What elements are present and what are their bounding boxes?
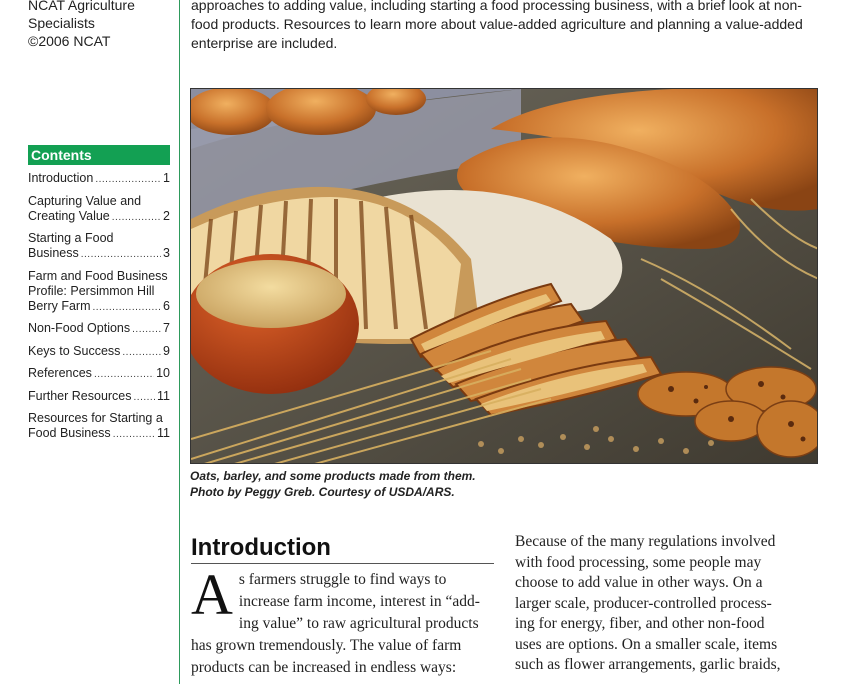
photo-caption xyxy=(190,468,820,500)
toc-entry-label: Introduction xyxy=(28,171,94,185)
toc-entry-row xyxy=(28,366,170,382)
publisher-line: Specialists xyxy=(28,15,95,31)
toc-entry[interactable] xyxy=(28,171,170,187)
toc-entry[interactable] xyxy=(28,344,170,360)
toc-entry-label: Food Business xyxy=(28,426,111,440)
body-line: has grown tremendously. The value of farm xyxy=(191,637,462,654)
toc-page-number: 3 xyxy=(163,246,170,260)
drop-cap: A xyxy=(191,562,233,627)
abstract-line: approaches to adding value, including starting a food processing business, with a brief look at non- xyxy=(191,0,802,13)
toc-leader-dots xyxy=(94,367,154,382)
toc-entry-label: Berry Farm xyxy=(28,298,91,313)
caption-credit: Photo by Peggy Greb. Courtesy of USDA/ARS. xyxy=(190,485,455,499)
toc-leader-dots xyxy=(132,322,161,337)
toc-entry-label: Starting a Food xyxy=(28,231,114,245)
body-line: products can be increased in endless ways: xyxy=(191,659,457,676)
sidebar xyxy=(0,0,180,684)
grain-products-photo xyxy=(190,88,818,464)
body-column-right xyxy=(515,532,818,676)
body-line: ing for energy, fiber, and other non-food xyxy=(515,615,765,632)
toc-leader-dots xyxy=(134,390,156,405)
toc-list xyxy=(28,171,170,442)
toc-entry-row xyxy=(28,209,170,225)
toc-entry-label: Keys to Success xyxy=(28,343,121,358)
body-line: s farmers struggle to find ways to xyxy=(238,571,447,588)
toc-entry-row xyxy=(28,246,170,262)
table-of-contents xyxy=(28,145,170,449)
body-line: with food processing, some people may xyxy=(515,553,762,571)
toc-entry-label-line xyxy=(28,231,170,246)
toc-entry-label: Further Resources xyxy=(28,388,132,403)
toc-entry-label: Resources for Starting a xyxy=(28,411,163,425)
toc-leader-dots xyxy=(81,247,161,262)
toc-entry-label-line xyxy=(28,269,170,284)
abstract-text xyxy=(191,0,821,53)
toc-entry-label: References xyxy=(28,366,92,380)
toc-entry[interactable] xyxy=(28,269,170,315)
section-heading: Introduction xyxy=(191,534,494,564)
toc-entry-row xyxy=(28,171,170,187)
body-line: Because of the many regulations involved xyxy=(515,533,776,550)
toc-page-number: 2 xyxy=(163,208,170,223)
body-line: such as flower arrangements, garlic braids, xyxy=(515,656,781,673)
toc-entry[interactable] xyxy=(28,194,170,225)
body-line: uses are options. On a smaller scale, items xyxy=(515,635,778,653)
publisher-line: NCAT Agriculture xyxy=(28,0,135,13)
toc-page-number: 7 xyxy=(163,321,170,335)
body-line: larger scale, producer-controlled process- xyxy=(515,594,772,612)
toc-entry-label-line xyxy=(28,284,170,299)
toc-entry-label: Profile: Persimmon Hill xyxy=(28,283,155,298)
toc-entry[interactable] xyxy=(28,321,170,337)
toc-leader-dots xyxy=(93,300,162,315)
toc-page-number: 10 xyxy=(156,366,170,380)
toc-leader-dots xyxy=(113,427,155,442)
toc-page-number: 1 xyxy=(163,171,170,185)
body-line: increase farm income, interest in “add- xyxy=(238,593,480,610)
toc-entry-row xyxy=(28,344,170,360)
toc-entry-row xyxy=(28,426,170,442)
contents-title: Contents xyxy=(28,145,170,165)
toc-entry-label: Farm and Food Business xyxy=(28,268,168,283)
toc-entry-label: Business xyxy=(28,246,79,260)
toc-entry-label-line xyxy=(28,411,170,426)
photo-illustration xyxy=(191,89,818,464)
toc-leader-dots xyxy=(95,172,161,187)
toc-leader-dots xyxy=(122,345,161,360)
toc-entry[interactable] xyxy=(28,231,170,262)
caption-line: Oats, barley, and some products made from them. xyxy=(190,469,476,483)
toc-entry[interactable] xyxy=(28,411,170,442)
toc-entry-label: Creating Value xyxy=(28,208,110,223)
body-line: ing value” to raw agricultural products xyxy=(238,615,479,632)
toc-entry[interactable] xyxy=(28,389,170,405)
toc-page-number: 9 xyxy=(163,343,170,358)
copyright-line: ©2006 NCAT xyxy=(28,33,111,49)
toc-page-number: 6 xyxy=(163,298,170,313)
toc-page-number: 11 xyxy=(157,426,170,440)
body-line: choose to add value in other ways. On a xyxy=(515,574,763,591)
toc-entry-row xyxy=(28,389,170,405)
abstract-line: food products. Resources to learn more about value-added agriculture and planning a value-added xyxy=(191,16,803,32)
toc-entry-label: Non-Food Options xyxy=(28,321,131,335)
toc-page-number: 11 xyxy=(157,388,170,403)
toc-entry-row xyxy=(28,321,170,337)
toc-leader-dots xyxy=(112,210,161,225)
abstract-line: enterprise are included. xyxy=(191,35,338,51)
publisher-info xyxy=(28,0,173,50)
toc-entry-row xyxy=(28,299,170,315)
toc-entry-label-line xyxy=(28,194,170,209)
toc-entry-label: Capturing Value and xyxy=(28,193,142,208)
introduction-column xyxy=(191,534,494,679)
toc-entry[interactable] xyxy=(28,366,170,382)
